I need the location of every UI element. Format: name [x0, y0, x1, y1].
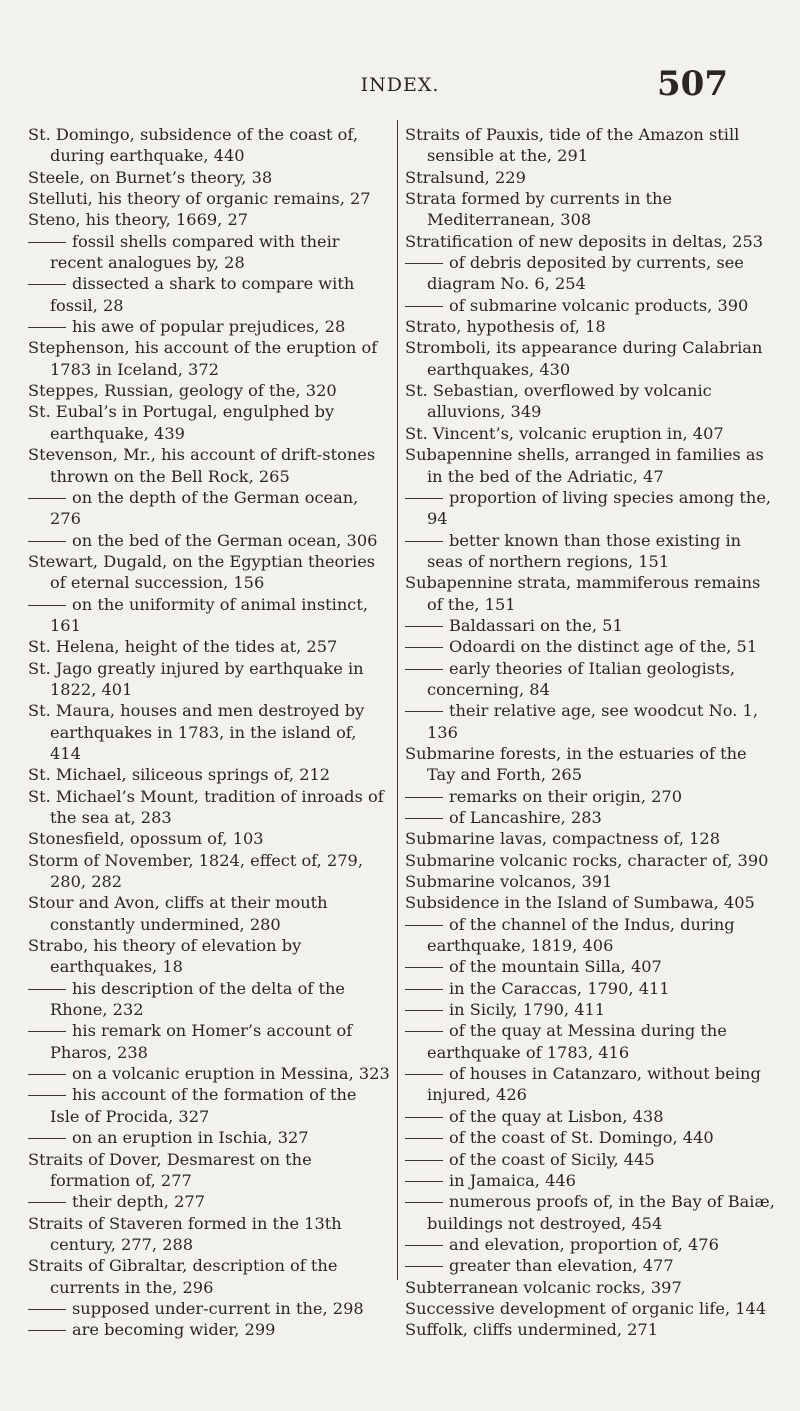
- entry-text: of the quay at Lisbon, 438: [449, 1106, 664, 1126]
- entry-text: Successive development of organic life, 144: [405, 1298, 767, 1318]
- ditto-dash: [405, 306, 443, 307]
- column-divider: [397, 120, 398, 1280]
- index-entry: [405, 1319, 780, 1340]
- ditto-dash: [28, 1202, 66, 1203]
- ditto-dash: [28, 1330, 66, 1331]
- ditto-dash: [28, 242, 66, 243]
- index-entry: [28, 658, 391, 701]
- ditto-dash: [405, 1160, 443, 1161]
- index-entry: [405, 444, 780, 487]
- index-subentry: [405, 786, 780, 807]
- index-entry: [405, 828, 780, 849]
- index-subentry: [28, 1191, 391, 1212]
- entry-text: Stralsund, 229: [405, 167, 526, 187]
- index-subentry: [405, 530, 780, 573]
- ditto-dash: [28, 498, 66, 499]
- index-subentry: [405, 1255, 780, 1276]
- ditto-dash: [28, 605, 66, 606]
- entry-text: their relative age, see woodcut No. 1, 136: [427, 701, 758, 742]
- index-entry: [405, 743, 780, 786]
- ditto-dash: [28, 989, 66, 990]
- ditto-dash: [405, 498, 443, 499]
- ditto-dash: [405, 1138, 443, 1139]
- index-entry: [28, 380, 391, 401]
- entry-text: Submarine forests, in the estuaries of the Tay and Forth, 265: [405, 743, 747, 785]
- index-entry: [405, 892, 780, 913]
- index-subentry: [405, 252, 780, 295]
- entry-text: Straits of Staveren formed in the 13th century, 277, 288: [28, 1213, 342, 1254]
- entry-text: Submarine volcanos, 391: [405, 872, 613, 892]
- entry-text: better known than those existing in seas of northern regions, 151: [427, 530, 742, 571]
- index-entry: [28, 1213, 391, 1256]
- entry-text: dissected a shark to compare with fossil, 28: [50, 274, 355, 315]
- entry-text: Subterranean volcanic rocks, 397: [405, 1277, 682, 1297]
- index-subentry: [28, 978, 391, 1021]
- entry-text: numerous proofs of, in the Bay of Baiæ, buildings not destroyed, 454: [427, 1192, 775, 1233]
- entry-text: in Jamaica, 446: [449, 1170, 576, 1190]
- ditto-dash: [405, 647, 443, 648]
- ditto-dash: [28, 284, 66, 285]
- entry-text: on an eruption in Ischia, 327: [72, 1128, 309, 1148]
- ditto-dash: [405, 818, 443, 819]
- ditto-dash: [405, 1181, 443, 1182]
- index-entry: [405, 871, 780, 892]
- entry-text: fossil shells compared with their recent analogues by, 28: [50, 231, 340, 273]
- index-subentry: [28, 1084, 391, 1127]
- ditto-dash: [28, 327, 66, 328]
- entry-text: of houses in Catanzaro, without being injured, 426: [427, 1064, 761, 1105]
- entry-text: of the coast of St. Domingo, 440: [449, 1128, 714, 1148]
- index-subentry: [28, 1063, 391, 1084]
- index-entry: [28, 209, 391, 230]
- ditto-dash: [28, 1095, 66, 1096]
- index-entry: [28, 124, 391, 167]
- entry-text: Steppes, Russian, geology of the, 320: [28, 381, 337, 401]
- entry-text: Subapennine strata, mammiferous remains of the, 151: [405, 573, 761, 614]
- index-entry: [405, 850, 780, 871]
- entry-text: of the quay at Messina during the earthquake of 1783, 416: [427, 1021, 727, 1062]
- entry-text: St. Jago greatly injured by earthquake in 1822, 401: [28, 658, 364, 699]
- entry-text: of the mountain Silla, 407: [449, 957, 662, 977]
- entry-text: Straits of Pauxis, tide of the Amazon still sensible at the, 291: [405, 125, 740, 166]
- entry-text: on the depth of the German ocean, 276: [50, 487, 359, 529]
- index-subentry: [405, 1063, 780, 1106]
- index-subentry: [28, 530, 391, 551]
- entry-text: St. Vincent’s, volcanic eruption in, 407: [405, 423, 724, 443]
- entry-text: Stelluti, his theory of organic remains, 27: [28, 189, 371, 209]
- entry-text: St. Sebastian, overflowed by volcanic alluvions, 349: [405, 381, 712, 422]
- entry-text: of debris deposited by currents, see diagram No. 6, 254: [427, 253, 744, 294]
- index-entry: [28, 167, 391, 188]
- entry-text: in the Caraccas, 1790, 411: [449, 978, 670, 998]
- index-entry: [28, 700, 391, 764]
- entry-text: of Lancashire, 283: [449, 808, 602, 827]
- entry-text: his awe of popular prejudices, 28: [72, 317, 346, 337]
- entry-text: Steele, on Burnet’s theory, 38: [28, 167, 273, 187]
- entry-text: are becoming wider, 299: [72, 1320, 276, 1340]
- index-entry: [28, 892, 391, 935]
- index-subentry: [405, 914, 780, 957]
- index-subentry: [405, 1106, 780, 1127]
- index-entry: [405, 1298, 780, 1319]
- ditto-dash: [28, 1309, 66, 1310]
- entry-text: his description of the delta of the Rhone, 232: [50, 978, 345, 1020]
- ditto-dash: [405, 626, 443, 627]
- index-entry: [405, 316, 780, 337]
- index-entry: [405, 167, 780, 188]
- entry-text: remarks on their origin, 270: [449, 786, 683, 806]
- entry-text: St. Maura, houses and men destroyed by earthquakes in 1783, in the island of, 414: [28, 701, 365, 763]
- ditto-dash: [405, 263, 443, 264]
- index-subentry: [405, 1127, 780, 1148]
- entry-text: St. Helena, height of the tides at, 257: [28, 637, 338, 657]
- entry-text: on the bed of the German ocean, 306: [72, 530, 378, 550]
- entry-text: Stromboli, its appearance during Calabrian earthquakes, 430: [405, 338, 763, 379]
- ditto-dash: [405, 989, 443, 990]
- entry-text: Stephenson, his account of the eruption of 1783 in Iceland, 372: [28, 338, 378, 379]
- index-entry: [405, 231, 780, 252]
- index-entry: [28, 551, 391, 594]
- index-column-right: [405, 124, 780, 1341]
- running-header: INDEX.: [360, 74, 440, 96]
- index-entry: [28, 850, 391, 893]
- entry-text: Straits of Gibraltar, description of the currents in the, 296: [28, 1256, 338, 1297]
- entry-text: his account of the formation of the Isle of Procida, 327: [50, 1085, 357, 1126]
- index-entry: [405, 1277, 780, 1298]
- entry-text: Stonesfield, opossum of, 103: [28, 829, 264, 849]
- entry-text: St. Domingo, subsidence of the coast of, during earthquake, 440: [28, 125, 358, 166]
- ditto-dash: [405, 669, 443, 670]
- index-subentry: [28, 231, 391, 274]
- entry-text: on a volcanic eruption in Messina, 323: [72, 1064, 390, 1084]
- index-subentry: [405, 487, 780, 530]
- ditto-dash: [28, 1031, 66, 1032]
- entry-text: Strabo, his theory of elevation by earthquakes, 18: [28, 936, 302, 977]
- entry-text: their depth, 277: [72, 1192, 205, 1212]
- index-subentry: [405, 807, 780, 828]
- entry-text: proportion of living species among the, 94: [427, 487, 772, 529]
- index-subentry: [405, 1234, 780, 1255]
- index-subentry: [28, 487, 391, 530]
- page-number: 507: [657, 64, 728, 104]
- entry-text: of submarine volcanic products, 390: [449, 295, 749, 315]
- entry-text: Subapennine shells, arranged in families as in the bed of the Adriatic, 47: [405, 445, 764, 486]
- index-entry: [405, 337, 780, 380]
- entry-text: Stour and Avon, cliffs at their mouth constantly undermined, 280: [28, 893, 328, 934]
- index-entry: [405, 380, 780, 423]
- entry-text: on the uniformity of animal instinct, 161: [50, 594, 368, 635]
- ditto-dash: [405, 1202, 443, 1203]
- ditto-dash: [28, 541, 66, 542]
- index-entry: [28, 1255, 391, 1298]
- index-subentry: [405, 658, 780, 701]
- index-subentry: [28, 1020, 391, 1063]
- index-subentry: [405, 978, 780, 999]
- entry-text: St. Michael, siliceous springs of, 212: [28, 765, 331, 785]
- index-entry: [28, 828, 391, 849]
- entry-text: Strato, hypothesis of, 18: [405, 317, 606, 337]
- index-entry: [28, 444, 391, 487]
- index-entry: [28, 764, 391, 785]
- index-column-left: [28, 124, 391, 1341]
- entry-text: supposed under-current in the, 298: [72, 1298, 364, 1318]
- entry-text: Straits of Dover, Desmarest on the formation of, 277: [28, 1149, 312, 1190]
- index-subentry: [405, 1191, 780, 1234]
- index-subentry: [405, 1020, 780, 1063]
- ditto-dash: [405, 967, 443, 968]
- ditto-dash: [405, 541, 443, 542]
- ditto-dash: [405, 1074, 443, 1075]
- entry-text: St. Michael’s Mount, tradition of inroads of the sea at, 283: [28, 786, 384, 827]
- index-subentry: [405, 700, 780, 743]
- entry-text: of the channel of the Indus, during earthquake, 1819, 406: [427, 914, 735, 956]
- index-subentry: [405, 615, 780, 636]
- entry-text: his remark on Homer’s account of Pharos, 238: [50, 1021, 353, 1062]
- ditto-dash: [405, 1266, 443, 1267]
- entry-text: Stevenson, Mr., his account of drift-stones thrown on the Bell Rock, 265: [28, 445, 376, 486]
- index-subentry: [405, 999, 780, 1020]
- index-entry: [28, 1149, 391, 1192]
- entry-text: of the coast of Sicily, 445: [449, 1149, 655, 1169]
- ditto-dash: [405, 1245, 443, 1246]
- entry-text: Submarine lavas, compactness of, 128: [405, 829, 721, 849]
- index-subentry: [28, 316, 391, 337]
- index-entry: [405, 124, 780, 167]
- index-entry: [405, 572, 780, 615]
- entry-text: Submarine volcanic rocks, character of, 390: [405, 850, 769, 870]
- entry-text: early theories of Italian geologists, concerning, 84: [427, 658, 736, 699]
- index-entry: [405, 423, 780, 444]
- ditto-dash: [405, 797, 443, 798]
- index-subentry: [28, 1127, 391, 1148]
- index-entry: [405, 188, 780, 231]
- entry-text: Stewart, Dugald, on the Egyptian theories of eternal succession, 156: [28, 551, 376, 593]
- entry-text: Steno, his theory, 1669, 27: [28, 210, 249, 230]
- index-entry: [28, 935, 391, 978]
- index-subentry: [405, 1170, 780, 1191]
- ditto-dash: [28, 1138, 66, 1139]
- index-subentry: [28, 1298, 391, 1319]
- entry-text: St. Eubal’s in Portugal, engulphed by earthquake, 439: [28, 402, 335, 443]
- index-subentry: [405, 295, 780, 316]
- entry-text: Odoardi on the distinct age of the, 51: [449, 637, 758, 657]
- index-subentry: [405, 956, 780, 977]
- ditto-dash: [28, 1074, 66, 1075]
- index-entry: [28, 337, 391, 380]
- entry-text: Strata formed by currents in the Mediterranean, 308: [405, 189, 673, 230]
- entry-text: Suffolk, cliffs undermined, 271: [405, 1320, 659, 1340]
- ditto-dash: [405, 1117, 443, 1118]
- entry-text: in Sicily, 1790, 411: [449, 1000, 606, 1020]
- index-entry: [28, 636, 391, 657]
- entry-text: Baldassari on the, 51: [449, 615, 623, 635]
- entry-text: greater than elevation, 477: [449, 1256, 674, 1276]
- index-entry: [28, 786, 391, 829]
- ditto-dash: [405, 1031, 443, 1032]
- index-entry: [28, 401, 391, 444]
- index-subentry: [28, 594, 391, 637]
- entry-text: and elevation, proportion of, 476: [449, 1234, 719, 1254]
- index-entry: [28, 188, 391, 209]
- entry-text: Subsidence in the Island of Sumbawa, 405: [405, 893, 755, 913]
- index-subentry: [405, 636, 780, 657]
- entry-text: Storm of November, 1824, effect of, 279, 280, 282: [28, 850, 363, 892]
- index-subentry: [405, 1149, 780, 1170]
- entry-text: Stratification of new deposits in deltas, 253: [405, 231, 764, 251]
- index-subentry: [28, 1319, 391, 1340]
- ditto-dash: [405, 1010, 443, 1011]
- ditto-dash: [405, 711, 443, 712]
- ditto-dash: [405, 925, 443, 926]
- index-subentry: [28, 273, 391, 316]
